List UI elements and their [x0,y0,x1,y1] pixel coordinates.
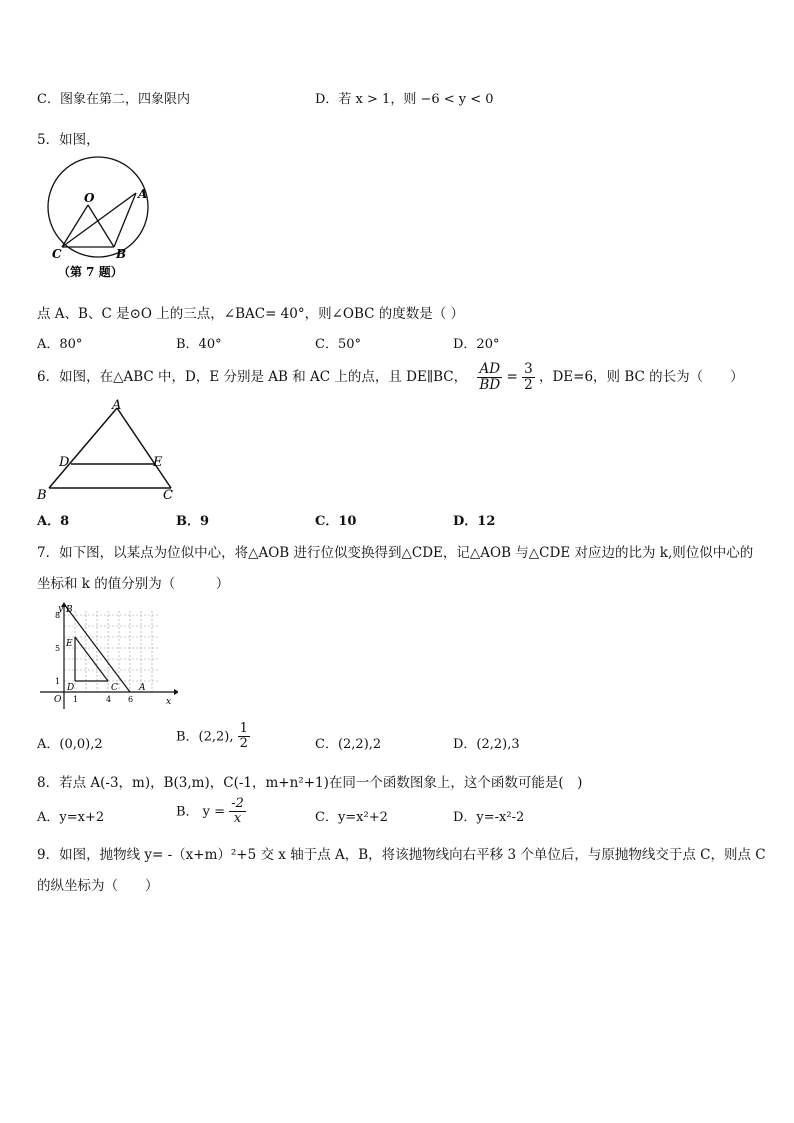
q5-option-b: B．40° [176,337,222,352]
q5-segment-oc [62,205,88,247]
q5-text: 点 A、B、C 是⊙O 上的三点，∠BAC= 40°，则∠OBC 的度数是（ ） [37,306,465,322]
q7-line1: 7．如下图，以某点为位似中心，将△AOB 进行位似变换得到△CDE，记△AOB 与△CDE 对应边的比为 k,则位似中心的 [37,545,754,561]
q7-label-y: y [58,604,64,614]
q7-option-c: C．(2,2),2 [315,737,382,752]
q7-label-b: B [66,605,73,615]
option-d-prev: D．若 x > 1，则 −6 < y < 0 [315,92,494,107]
q6-option-b: B．9 [176,514,210,529]
q6-frac-numerator: AD [477,362,502,378]
q5-label-b: B [116,247,127,261]
q6-label-c: C [163,488,173,503]
q6-text-before: 6．如图，在△ABC 中，D，E 分别是 AB 和 AC 上的点，且 DE∥BC， [37,368,468,385]
q6-option-a: A．8 [37,514,70,529]
q7-option-b-numerator: 1 [239,721,248,736]
q7-tick-y8: 8 [55,611,61,620]
q7-tick-x4: 4 [106,695,112,704]
q8-option-a: A．y=x+2 [37,810,105,825]
q7-option-b [176,722,250,752]
q9-line2: 的纵坐标为（ ） [37,878,159,894]
q6-label-d: D [59,455,70,470]
q7-tick-y5: 5 [55,644,61,653]
q7-tick-x6: 6 [128,695,134,704]
q7-option-b-denominator: 2 [239,736,248,752]
q5-caption: （第 7 题） [58,265,123,279]
q6-option-c: C．10 [315,514,357,529]
q6-equals: = [506,368,518,385]
q7-label-c: C [111,683,118,693]
q5-circle-figure [30,152,160,284]
q9-line1: 9．如图，抛物线 y= -（x+m）²+5 交 x 轴于点 A，B，将该抛物线向右平移 3 个单位后，与原抛物线交于点 C，则点 C [37,847,766,863]
q7-label-x: x [166,697,172,707]
q7-line2: 坐标和 k 的值分别为（ ） [37,576,230,592]
q7-option-a: A．(0,0),2 [37,737,103,752]
q6-text-after: ，DE=6，则 BC 的长为（ ） [538,368,744,385]
q6-frac-denominator: BD [479,376,501,393]
q6-fraction-value [522,362,535,393]
q8-option-c: C．y=x²+2 [315,810,388,825]
q6-fraction-ad-bd [477,362,502,393]
q5-label-c: C [52,247,62,261]
q6-triangle-figure [33,396,178,504]
q6-side-ac [117,408,171,488]
q7-coordinate-figure [38,601,178,711]
q8-option-b-numerator: -2 [231,796,244,811]
q7-segment-ec [75,637,108,681]
q8-option-d: D．y=-x²-2 [453,810,525,825]
q5-label-o: O [84,191,95,205]
q5-option-c: C．50° [315,337,361,352]
q7-option-b-pair: B．(2,2), [176,729,234,745]
q6-label-a: A [112,398,122,413]
q8-option-b-denominator: x [233,811,242,827]
q6-question [37,362,744,393]
q7-label-e: E [66,639,73,649]
q6-value-numerator: 3 [524,361,533,377]
q7-option-b-fraction [238,722,250,752]
q6-side-ab [49,408,117,488]
q8-option-b-fraction [229,797,246,827]
q5-option-d: D．20° [453,337,500,352]
q7-label-a: A [139,683,146,693]
q6-label-b: B [37,488,47,503]
q6-option-d: D．12 [453,514,496,529]
q7-tick-y1: 1 [55,677,61,686]
q7-option-d: D．(2,2),3 [453,737,520,752]
q8-text: 8．若点 A(-3，m)，B(3,m)，C(-1，m+n²+1)在同一个函数图象上，这个函数可能是( ) [37,775,583,791]
option-c-prev: C．图象在第二，四象限内 [37,92,190,107]
q7-tick-x1: 1 [73,695,79,704]
q8-option-b-prefix: B． y = [176,804,226,820]
q5-intro: 5．如图， [37,132,100,148]
q7-label-o: O [54,695,62,705]
q5-option-a: A．80° [37,337,83,352]
q5-label-a: A [138,187,148,201]
q6-value-denominator: 2 [524,376,533,393]
q6-label-e: E [153,455,163,470]
q8-option-b [176,797,246,827]
q7-label-d: D [67,683,75,693]
q5-circle [48,157,148,257]
